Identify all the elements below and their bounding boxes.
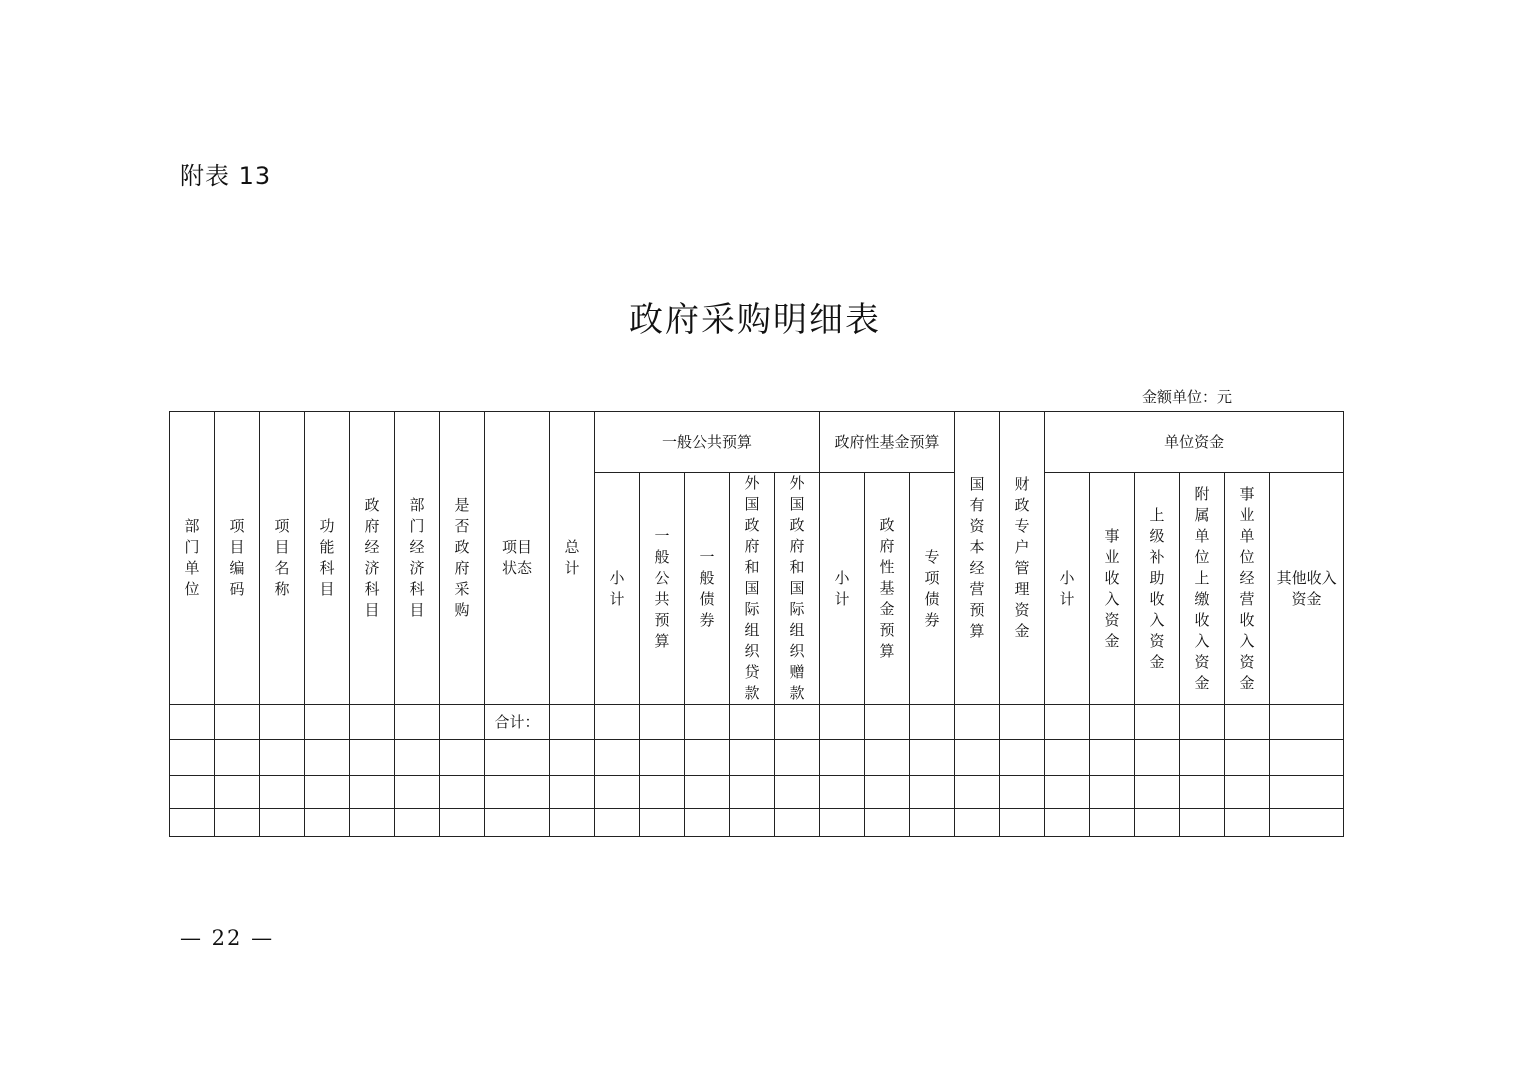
header-row-groups xyxy=(170,412,1344,473)
header-general-budget-group: 一般公共预算 xyxy=(595,412,820,473)
header-other-income: 其他收入资金 xyxy=(1270,473,1344,705)
table-row xyxy=(170,740,1344,776)
header-unit-subtotal: 小计 xyxy=(1045,473,1090,705)
header-general-public: 一般公共预算 xyxy=(640,473,685,705)
header-fiscal-special: 财政专户管理资金 xyxy=(1000,412,1045,705)
header-project-code: 项目编码 xyxy=(215,412,260,705)
summary-row xyxy=(170,705,1344,740)
header-special-bond: 专项债券 xyxy=(910,473,955,705)
header-func-subject: 功能科目 xyxy=(305,412,350,705)
header-unit-funds-group: 单位资金 xyxy=(1045,412,1344,473)
header-business-income: 事业收入资金 xyxy=(1090,473,1135,705)
amount-unit-note: 金额单位：元 xyxy=(1142,388,1233,406)
header-fund-budget: 政府性基金预算 xyxy=(865,473,910,705)
header-dept-unit: 部门单位 xyxy=(170,412,215,705)
header-fund-subtotal: 小计 xyxy=(820,473,865,705)
table-row xyxy=(170,809,1344,837)
header-affiliated-payment: 附属单位上缴收入资金 xyxy=(1180,473,1225,705)
header-state-capital: 国有资本经营预算 xyxy=(955,412,1000,705)
table-row xyxy=(170,776,1344,809)
header-total: 总计 xyxy=(550,412,595,705)
procurement-detail-table xyxy=(169,411,1344,837)
header-project-status: 项目状态 xyxy=(485,412,550,705)
header-superior-subsidy: 上级补助收入资金 xyxy=(1135,473,1180,705)
header-business-operation: 事业单位经营收入资金 xyxy=(1225,473,1270,705)
header-is-gov-purchase: 是否政府采购 xyxy=(440,412,485,705)
header-foreign-grant: 外国政府和国际组织赠款 xyxy=(775,473,820,705)
header-general-bond: 一般债券 xyxy=(685,473,730,705)
header-project-name: 项目名称 xyxy=(260,412,305,705)
page-title: 政府采购明细表 xyxy=(629,300,881,340)
page-number: — 22 — xyxy=(180,926,275,950)
header-gov-econ-subject: 政府经济科目 xyxy=(350,412,395,705)
attachment-label: 附表 13 xyxy=(180,162,272,190)
header-dept-econ-subject: 部门经济科目 xyxy=(395,412,440,705)
header-fund-budget-group: 政府性基金预算 xyxy=(820,412,955,473)
header-general-subtotal: 小计 xyxy=(595,473,640,705)
summary-label: 合计： xyxy=(485,705,550,740)
header-foreign-loan: 外国政府和国际组织贷款 xyxy=(730,473,775,705)
